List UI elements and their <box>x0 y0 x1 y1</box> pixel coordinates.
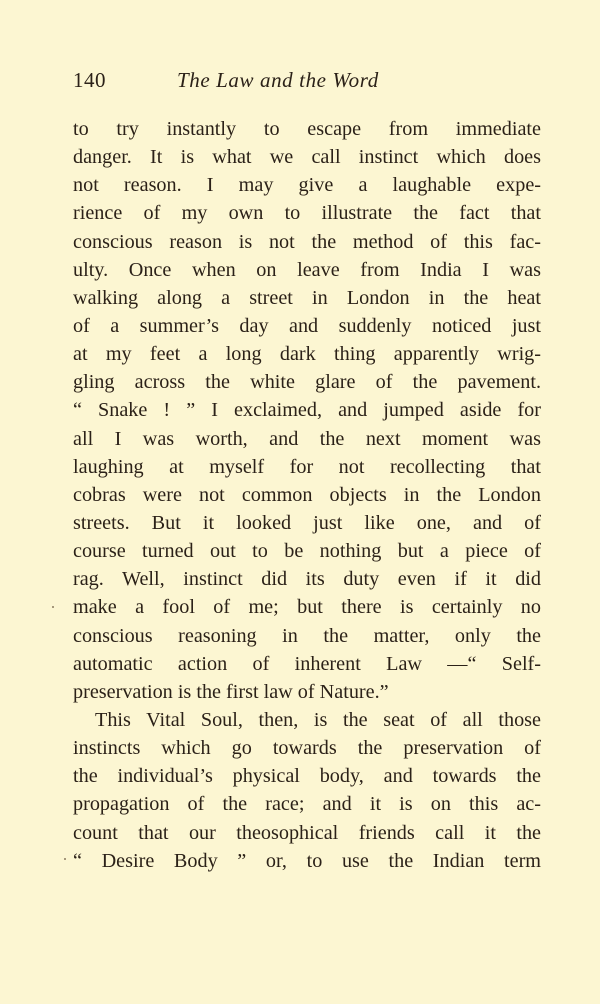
text-line: all I was worth, and the next moment was <box>73 427 541 450</box>
text-line: to try instantly to escape from immediate <box>73 118 541 140</box>
text-line: laughing at myself for not recollecting that <box>73 455 541 478</box>
scan-speck <box>64 858 66 860</box>
text-line: gling across the white glare of the pavement. <box>73 371 541 394</box>
text-line: This Vital Soul, then, is the seat of all those <box>95 708 541 731</box>
scan-speck <box>52 606 54 608</box>
text-line: cobras were not common objects in the London <box>73 483 541 506</box>
text-line: course turned out to be nothing but a piece of <box>73 540 541 563</box>
text-line: the individual’s physical body, and towards the <box>73 765 541 788</box>
text-line: instincts which go towards the preservation of <box>73 737 541 760</box>
text-line: streets. But it looked just like one, and of <box>73 511 541 534</box>
text-line: conscious reason is not the method of this fac- <box>73 230 541 253</box>
text-line: at my feet a long dark thing apparently wrig- <box>73 343 541 366</box>
text-line: count that our theosophical friends call it the <box>73 821 541 844</box>
text-line: danger. It is what we call instinct which does <box>73 146 541 169</box>
text-line: walking along a street in London in the heat <box>73 286 541 309</box>
text-line: not reason. I may give a laughable expe- <box>73 174 541 197</box>
text-line: of a summer’s day and suddenly noticed just <box>73 314 541 337</box>
page-body-text <box>73 115 541 875</box>
text-line: ulty. Once when on leave from India I was <box>73 258 541 281</box>
text-line: “ Desire Body ” or, to use the Indian term <box>73 849 541 872</box>
page-number: 140 <box>73 68 106 92</box>
running-title: The Law and the Word <box>177 68 379 92</box>
text-line: preservation is the first law of Nature.” <box>73 680 389 703</box>
running-header <box>73 68 541 96</box>
text-line: rience of my own to illustrate the fact that <box>73 202 541 225</box>
text-line: conscious reasoning in the matter, only the <box>73 624 541 647</box>
text-line: propagation of the race; and it is on this ac- <box>73 793 541 816</box>
text-line: rag. Well, instinct did its duty even if it did <box>73 568 541 591</box>
text-line: “ Snake ! ” I exclaimed, and jumped aside for <box>73 399 541 422</box>
text-line: make a fool of me; but there is certainly no <box>73 596 541 619</box>
text-line: automatic action of inherent Law —“ Self- <box>73 652 541 675</box>
